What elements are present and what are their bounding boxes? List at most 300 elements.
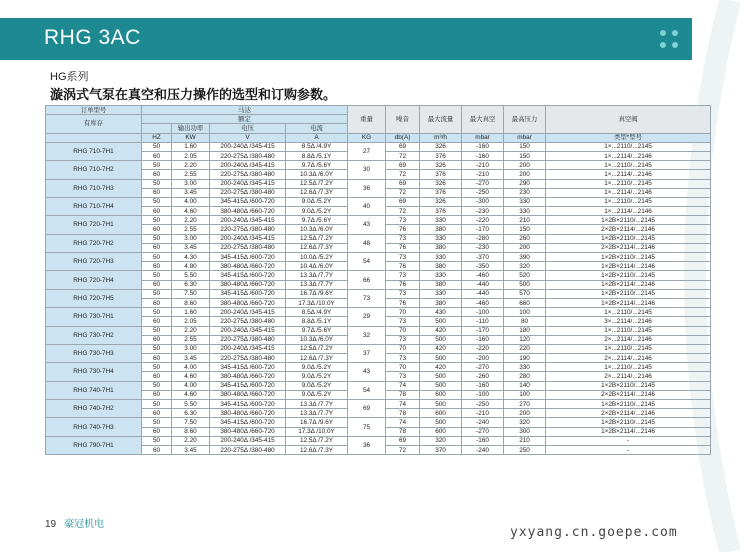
- col-max-vac: 最大真空: [462, 106, 504, 134]
- cell-flow: 330: [420, 234, 462, 243]
- model-name: RHG 720-7H1: [46, 216, 142, 234]
- cell-current: 13.3Δ /7.7Y: [286, 280, 348, 289]
- table-row: [46, 344, 711, 353]
- cell-voltage: 380-480Δ /660-720: [210, 409, 286, 418]
- model-name: RHG 710-7H2: [46, 161, 142, 179]
- cell-valve: 1×...2110/...2145: [546, 308, 711, 317]
- cell-kw: 5.50: [172, 271, 210, 280]
- cell-vacuum: -460: [462, 271, 504, 280]
- cell-noise: 73: [386, 289, 420, 298]
- cell-vacuum: -160: [462, 436, 504, 445]
- cell-current: 8.5Δ /4.9Y: [286, 308, 348, 317]
- table-row: [46, 436, 711, 445]
- cell-valve: 1×2B×2110/...2145: [546, 289, 711, 298]
- cell-flow: 326: [420, 142, 462, 151]
- cell-current: 9.0Δ /5.2Y: [286, 390, 348, 399]
- unit-blank: [46, 133, 142, 142]
- cell-current: 17.3Δ /10.0Y: [286, 427, 348, 436]
- cell-vacuum: -280: [462, 234, 504, 243]
- cell-voltage: 380-480Δ /660-720: [210, 372, 286, 381]
- unit-vac: mbar: [462, 133, 504, 142]
- cell-flow: 376: [420, 188, 462, 197]
- cell-weight: 75: [348, 418, 386, 436]
- cell-voltage: 380-480Δ /660-720: [210, 427, 286, 436]
- cell-valve: 1×2B×2114/...2146: [546, 262, 711, 271]
- cell-vacuum: -440: [462, 289, 504, 298]
- cell-current: 9.7Δ /5.6Y: [286, 216, 348, 225]
- col-voltage: 电压: [210, 124, 286, 133]
- cell-valve: 1×2B×2110/...2145: [546, 418, 711, 427]
- cell-pressure: 210: [504, 216, 546, 225]
- cell-voltage: 380-480Δ /660-720: [210, 390, 286, 399]
- cell-hz: 60: [142, 372, 172, 381]
- cell-pressure: 500: [504, 280, 546, 289]
- cell-noise: 76: [386, 243, 420, 252]
- cell-hz: 60: [142, 243, 172, 252]
- cell-pressure: 570: [504, 289, 546, 298]
- dots-icon: [660, 30, 684, 52]
- cell-hz: 60: [142, 280, 172, 289]
- cell-voltage: 345-415Δ /600-720: [210, 418, 286, 427]
- cell-noise: 73: [386, 354, 420, 363]
- cell-noise: 72: [386, 151, 420, 160]
- cell-current: 10.4Δ /6.0Y: [286, 262, 348, 271]
- cell-pressure: 120: [504, 335, 546, 344]
- cell-noise: 73: [386, 317, 420, 326]
- cell-current: 13.3Δ /7.7Y: [286, 400, 348, 409]
- table-row: [46, 216, 711, 225]
- cell-current: 9.7Δ /5.6Y: [286, 161, 348, 170]
- cell-valve: 2×...2114/...2146: [546, 335, 711, 344]
- cell-pressure: 330: [504, 207, 546, 216]
- unit-hz: HZ: [142, 133, 172, 142]
- cell-current: 10.0Δ /5.2Y: [286, 253, 348, 262]
- cell-valve: 1×...2114/...2146: [546, 188, 711, 197]
- cell-valve: 1×2B×2110/...2145: [546, 381, 711, 390]
- cell-kw: 3.45: [172, 188, 210, 197]
- cell-hz: 60: [142, 445, 172, 454]
- cell-valve: 1×...2110/...2145: [546, 142, 711, 151]
- cell-noise: 70: [386, 363, 420, 372]
- cell-current: 8.8Δ /5.1Y: [286, 151, 348, 160]
- cell-hz: 50: [142, 381, 172, 390]
- footer-brand: 豪冠机电: [64, 519, 105, 530]
- cell-kw: 2.55: [172, 225, 210, 234]
- cell-vacuum: -250: [462, 400, 504, 409]
- cell-vacuum: -300: [462, 197, 504, 206]
- cell-kw: 2.20: [172, 161, 210, 170]
- model-name: RHG 730-7H4: [46, 363, 142, 381]
- cell-valve: -: [546, 445, 711, 454]
- cell-valve: 1×2B×2110/...2145: [546, 234, 711, 243]
- cell-valve: 2×...2114/...2146: [546, 372, 711, 381]
- cell-voltage: 200-240Δ /345-415: [210, 344, 286, 353]
- cell-noise: 74: [386, 400, 420, 409]
- cell-hz: 50: [142, 400, 172, 409]
- header-bar: [0, 18, 692, 60]
- cell-kw: 4.80: [172, 262, 210, 271]
- cell-kw: 4.60: [172, 207, 210, 216]
- cell-valve: 1×...2110/...2145: [546, 326, 711, 335]
- cell-current: 9.0Δ /5.2Y: [286, 381, 348, 390]
- cell-flow: 420: [420, 326, 462, 335]
- cell-current: 10.3Δ /6.0Y: [286, 170, 348, 179]
- model-name: RHG 730-7H2: [46, 326, 142, 344]
- cell-voltage: 220-275Δ /380-480: [210, 354, 286, 363]
- model-name: RHG 720-7H3: [46, 253, 142, 271]
- cell-kw: 6.30: [172, 409, 210, 418]
- cell-pressure: 390: [504, 253, 546, 262]
- unit-press: mbar: [504, 133, 546, 142]
- cell-voltage: 220-275Δ /380-480: [210, 317, 286, 326]
- cell-valve: 1×...2110/...2145: [546, 363, 711, 372]
- model-name: RHG 720-7H2: [46, 234, 142, 252]
- cell-current: 17.3Δ /10.0Y: [286, 298, 348, 307]
- cell-hz: 50: [142, 308, 172, 317]
- cell-kw: 2.55: [172, 335, 210, 344]
- table-row: [46, 179, 711, 188]
- cell-vacuum: -270: [462, 179, 504, 188]
- cell-flow: 330: [420, 216, 462, 225]
- cell-voltage: 345-415Δ /600-720: [210, 363, 286, 372]
- cell-current: 16.7Δ /9.6Y: [286, 418, 348, 427]
- cell-vacuum: -350: [462, 262, 504, 271]
- col-out-power: 输出功率: [172, 124, 210, 133]
- cell-pressure: 320: [504, 262, 546, 271]
- units-row: [46, 133, 711, 142]
- cell-valve: 1×2B×2110/...2145: [546, 400, 711, 409]
- model-name: RHG 720-7H5: [46, 289, 142, 307]
- cell-pressure: 140: [504, 381, 546, 390]
- cell-noise: 72: [386, 445, 420, 454]
- cell-pressure: 260: [504, 234, 546, 243]
- cell-flow: 380: [420, 280, 462, 289]
- cell-voltage: 380-480Δ /660-720: [210, 280, 286, 289]
- cell-flow: 330: [420, 289, 462, 298]
- unit-valve: 类型*型号: [546, 133, 711, 142]
- cell-vacuum: -210: [462, 161, 504, 170]
- cell-noise: 70: [386, 344, 420, 353]
- cell-noise: 69: [386, 436, 420, 445]
- cell-hz: 60: [142, 317, 172, 326]
- cell-voltage: 220-275Δ /380-480: [210, 335, 286, 344]
- cell-kw: 3.00: [172, 179, 210, 188]
- cell-kw: 4.00: [172, 363, 210, 372]
- cell-vacuum: -230: [462, 207, 504, 216]
- col-vacuum-valve: 真空阀: [546, 106, 711, 134]
- cell-flow: 500: [420, 354, 462, 363]
- cell-valve: 1×...2114/...2146: [546, 151, 711, 160]
- cell-weight: 69: [348, 400, 386, 418]
- cell-vacuum: -220: [462, 344, 504, 353]
- cell-flow: 370: [420, 445, 462, 454]
- cell-hz: 50: [142, 271, 172, 280]
- cell-kw: 2.20: [172, 216, 210, 225]
- watermark: yxyang.cn.goepe.com: [510, 525, 678, 540]
- cell-voltage: 200-240Δ /345-415: [210, 179, 286, 188]
- cell-voltage: 220-275Δ /380-480: [210, 170, 286, 179]
- cell-weight: 73: [348, 289, 386, 307]
- cell-hz: 60: [142, 354, 172, 363]
- cell-current: 12.5Δ /7.2Y: [286, 436, 348, 445]
- cell-hz: 50: [142, 344, 172, 353]
- cell-noise: 73: [386, 253, 420, 262]
- cell-valve: 1×2B×2114/...2146: [546, 427, 711, 436]
- table-row: [46, 234, 711, 243]
- series-label: HG系列: [50, 71, 89, 83]
- cell-current: 12.6Δ /7.3Y: [286, 243, 348, 252]
- table-row: [46, 308, 711, 317]
- cell-hz: 50: [142, 234, 172, 243]
- cell-flow: 600: [420, 390, 462, 399]
- cell-hz: 50: [142, 326, 172, 335]
- cell-current: 10.3Δ /6.0Y: [286, 225, 348, 234]
- cell-weight: 43: [348, 216, 386, 234]
- model-name: RHG 720-7H4: [46, 271, 142, 289]
- cell-noise: 70: [386, 326, 420, 335]
- cell-pressure: 330: [504, 197, 546, 206]
- cell-vacuum: -370: [462, 253, 504, 262]
- cell-kw: 2.05: [172, 317, 210, 326]
- cell-valve: 3×...2114/...2146: [546, 317, 711, 326]
- table-row: [46, 253, 711, 262]
- cell-current: 9.0Δ /5.2Y: [286, 363, 348, 372]
- cell-pressure: 190: [504, 354, 546, 363]
- cell-pressure: 520: [504, 271, 546, 280]
- cell-weight: 48: [348, 234, 386, 252]
- cell-vacuum: -210: [462, 409, 504, 418]
- cell-hz: 60: [142, 409, 172, 418]
- header-row: [46, 106, 711, 115]
- unit-kg: KG: [348, 133, 386, 142]
- cell-noise: 73: [386, 372, 420, 381]
- cell-valve: 2×2B×2114/...2146: [546, 225, 711, 234]
- cell-pressure: 280: [504, 372, 546, 381]
- cell-kw: 4.00: [172, 381, 210, 390]
- cell-pressure: 200: [504, 161, 546, 170]
- cell-voltage: 200-240Δ /345-415: [210, 161, 286, 170]
- cell-hz: 60: [142, 427, 172, 436]
- cell-vacuum: -100: [462, 390, 504, 399]
- cell-kw: 6.30: [172, 280, 210, 289]
- table-row: [46, 381, 711, 390]
- cell-noise: 72: [386, 207, 420, 216]
- cell-noise: 74: [386, 418, 420, 427]
- cell-kw: 4.30: [172, 253, 210, 262]
- model-name: RHG 740-7H3: [46, 418, 142, 436]
- cell-noise: 76: [386, 298, 420, 307]
- cell-valve: 1×2B×2110/...2145: [546, 216, 711, 225]
- unit-a: A: [286, 133, 348, 142]
- cell-current: 12.5Δ /7.2Y: [286, 234, 348, 243]
- cell-hz: 50: [142, 289, 172, 298]
- table-row: [46, 363, 711, 372]
- cell-noise: 72: [386, 170, 420, 179]
- table-row: [46, 142, 711, 151]
- cell-valve: 1×2B×2110/...2145: [546, 253, 711, 262]
- cell-valve: 1×...2114/...2146: [546, 207, 711, 216]
- cell-vacuum: -230: [462, 243, 504, 252]
- cell-vacuum: -270: [462, 363, 504, 372]
- cell-flow: 420: [420, 344, 462, 353]
- cell-current: 10.3Δ /6.0Y: [286, 335, 348, 344]
- cell-pressure: 230: [504, 188, 546, 197]
- cell-pressure: 320: [504, 418, 546, 427]
- cell-current: 9.0Δ /5.2Y: [286, 197, 348, 206]
- cell-flow: 380: [420, 225, 462, 234]
- page-number: 19: [45, 519, 57, 530]
- cell-flow: 330: [420, 253, 462, 262]
- model-name: RHG 730-7H3: [46, 344, 142, 362]
- model-name: RHG 710-7H4: [46, 197, 142, 215]
- col-motor: 马达: [142, 106, 348, 115]
- model-name: RHG 710-7H1: [46, 142, 142, 160]
- cell-valve: 2×2B×2114/...2146: [546, 409, 711, 418]
- cell-hz: 60: [142, 170, 172, 179]
- cell-kw: 1.60: [172, 142, 210, 151]
- cell-noise: 76: [386, 262, 420, 271]
- cell-voltage: 200-240Δ /345-415: [210, 436, 286, 445]
- col-rated: 额定: [142, 115, 348, 124]
- cell-noise: 76: [386, 225, 420, 234]
- cell-flow: 376: [420, 170, 462, 179]
- cell-weight: 54: [348, 253, 386, 271]
- cell-current: 13.3Δ /7.7Y: [286, 409, 348, 418]
- cell-voltage: 380-480Δ /660-720: [210, 207, 286, 216]
- cell-pressure: 250: [504, 445, 546, 454]
- footer: [45, 515, 104, 530]
- cell-kw: 4.60: [172, 390, 210, 399]
- cell-voltage: 220-275Δ /380-480: [210, 225, 286, 234]
- cell-valve: 2×2B×2114/...2146: [546, 390, 711, 399]
- cell-current: 12.6Δ /7.3Y: [286, 354, 348, 363]
- cell-valve: 1×2B×2114/...2146: [546, 280, 711, 289]
- cell-noise: 74: [386, 381, 420, 390]
- cell-flow: 376: [420, 207, 462, 216]
- cell-flow: 500: [420, 400, 462, 409]
- cell-vacuum: -110: [462, 317, 504, 326]
- cell-pressure: 100: [504, 308, 546, 317]
- col-order-no: 订单型号: [46, 106, 142, 115]
- cell-noise: 72: [386, 188, 420, 197]
- cell-valve: 1×...2110/...2145: [546, 344, 711, 353]
- unit-kw: KW: [172, 133, 210, 142]
- cell-hz: 50: [142, 142, 172, 151]
- cell-flow: 500: [420, 381, 462, 390]
- cell-weight: 54: [348, 381, 386, 399]
- cell-kw: 5.50: [172, 400, 210, 409]
- cell-current: 9.0Δ /5.2Y: [286, 207, 348, 216]
- cell-vacuum: -160: [462, 142, 504, 151]
- cell-flow: 500: [420, 317, 462, 326]
- cell-kw: 8.60: [172, 298, 210, 307]
- cell-vacuum: -170: [462, 225, 504, 234]
- cell-pressure: 200: [504, 409, 546, 418]
- table-row: [46, 161, 711, 170]
- cell-kw: 3.00: [172, 234, 210, 243]
- cell-flow: 326: [420, 179, 462, 188]
- cell-kw: 8.60: [172, 427, 210, 436]
- cell-pressure: 200: [504, 170, 546, 179]
- cell-hz: 60: [142, 188, 172, 197]
- cell-pressure: 300: [504, 427, 546, 436]
- cell-pressure: 210: [504, 436, 546, 445]
- cell-kw: 2.05: [172, 151, 210, 160]
- cell-vacuum: -160: [462, 151, 504, 160]
- cell-hz: 50: [142, 363, 172, 372]
- cell-flow: 600: [420, 409, 462, 418]
- cell-valve: 1×2B×2110/...2145: [546, 271, 711, 280]
- cell-kw: 2.20: [172, 436, 210, 445]
- cell-voltage: 220-275Δ /380-480: [210, 188, 286, 197]
- cell-weight: 29: [348, 308, 386, 326]
- cell-vacuum: -240: [462, 418, 504, 427]
- cell-vacuum: -460: [462, 298, 504, 307]
- cell-current: 12.6Δ /7.3Y: [286, 188, 348, 197]
- model-name: RHG 730-7H1: [46, 308, 142, 326]
- cell-current: 9.0Δ /5.2Y: [286, 372, 348, 381]
- col-blank: [142, 124, 172, 133]
- cell-kw: 3.45: [172, 445, 210, 454]
- cell-kw: 3.45: [172, 354, 210, 363]
- cell-hz: 60: [142, 298, 172, 307]
- cell-flow: 380: [420, 243, 462, 252]
- cell-voltage: 200-240Δ /345-415: [210, 326, 286, 335]
- cell-pressure: 180: [504, 326, 546, 335]
- cell-voltage: 345-415Δ /600-720: [210, 289, 286, 298]
- table-row: [46, 326, 711, 335]
- cell-flow: 320: [420, 436, 462, 445]
- cell-current: 12.6Δ /7.3Y: [286, 445, 348, 454]
- cell-kw: 3.00: [172, 344, 210, 353]
- col-weight: 重量: [348, 106, 386, 134]
- cell-pressure: 220: [504, 344, 546, 353]
- cell-hz: 60: [142, 390, 172, 399]
- cell-hz: 50: [142, 216, 172, 225]
- cell-pressure: 660: [504, 298, 546, 307]
- cell-voltage: 345-415Δ /600-720: [210, 197, 286, 206]
- unit-v: V: [210, 133, 286, 142]
- subtitle: 漩涡式气泵在真空和压力操作的选型和订购参数。: [50, 87, 337, 102]
- model-name: RHG 740-7H2: [46, 400, 142, 418]
- cell-pressure: 100: [504, 390, 546, 399]
- cell-flow: 330: [420, 271, 462, 280]
- cell-vacuum: -210: [462, 170, 504, 179]
- cell-flow: 420: [420, 363, 462, 372]
- cell-hz: 50: [142, 436, 172, 445]
- cell-hz: 60: [142, 335, 172, 344]
- cell-current: 8.8Δ /5.1Y: [286, 317, 348, 326]
- col-current: 电流: [286, 124, 348, 133]
- cell-voltage: 345-415Δ /600-720: [210, 400, 286, 409]
- cell-pressure: 150: [504, 142, 546, 151]
- cell-flow: 430: [420, 308, 462, 317]
- cell-kw: 2.20: [172, 326, 210, 335]
- cell-noise: 69: [386, 161, 420, 170]
- cell-flow: 600: [420, 427, 462, 436]
- cell-valve: 1×...2114/...2146: [546, 170, 711, 179]
- cell-noise: 76: [386, 280, 420, 289]
- cell-voltage: 200-240Δ /345-415: [210, 234, 286, 243]
- cell-kw: 2.55: [172, 170, 210, 179]
- cell-hz: 50: [142, 161, 172, 170]
- cell-kw: 1.60: [172, 308, 210, 317]
- cell-hz: 50: [142, 418, 172, 427]
- cell-current: 9.7Δ /5.6Y: [286, 326, 348, 335]
- table-row: [46, 197, 711, 206]
- cell-flow: 376: [420, 151, 462, 160]
- cell-current: 8.5Δ /4.9Y: [286, 142, 348, 151]
